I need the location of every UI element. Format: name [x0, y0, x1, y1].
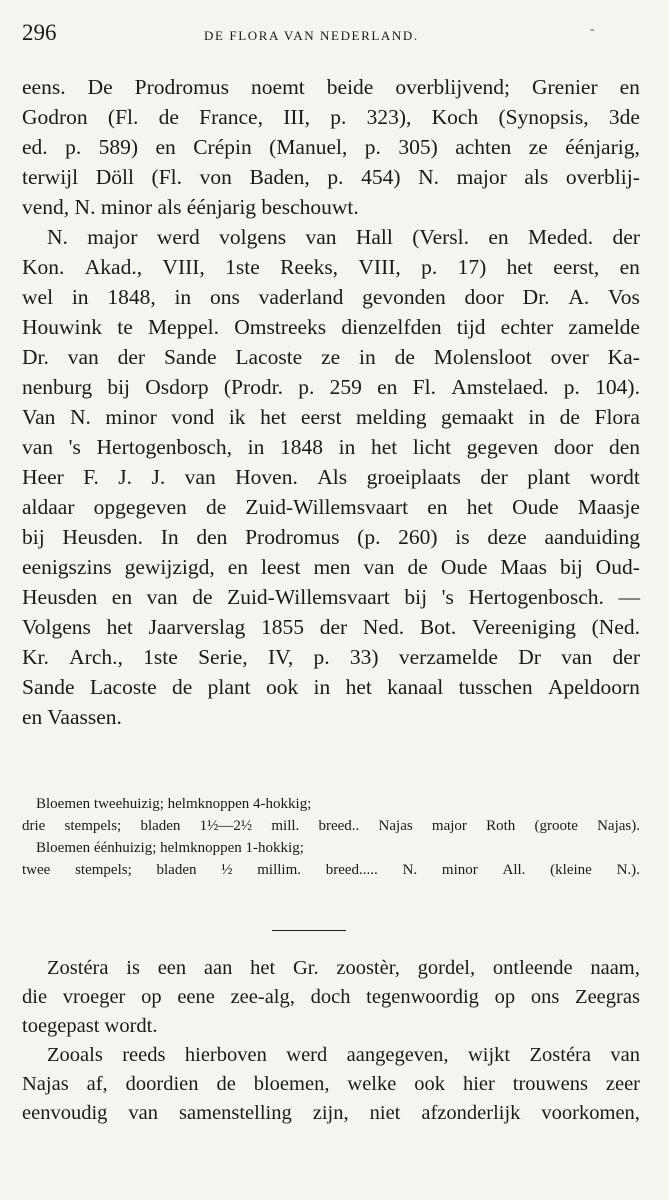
species-key — [22, 793, 640, 881]
text-line: Sande Lacoste de plant ook in het kanaal tusschen Apeldoorn — [22, 675, 640, 699]
text-line: Dr. van der Sande Lacoste ze in de Molensloot over Ka- — [22, 345, 640, 369]
key-line: Bloemen éénhuizig; helmknoppen 1-hokkig; — [36, 840, 304, 856]
key-line: drie stempels; bladen 1½—2½ mill. breed.. Najas major Roth (groote Najas). — [22, 818, 640, 834]
running-mark: - — [590, 22, 595, 37]
text-line: wel in 1848, in ons vaderland gevonden door Dr. A. Vos — [22, 285, 640, 309]
text-line: toegepast wordt. — [22, 1015, 158, 1037]
running-title: DE FLORA VAN NEDERLAND. — [204, 28, 419, 43]
text-line: eenigszins gewijzigd, en leest men van de Oude Maas bij Oud- — [22, 555, 640, 579]
key-line: twee stempels; bladen ½ millim. breed..... N. minor All. (kleine N.). — [22, 862, 640, 878]
text-line: Van N. minor vond ik het eerst melding gemaakt in de Flora — [22, 405, 640, 429]
text-line: Godron (Fl. de France, III, p. 323), Koch (Synopsis, 3de — [22, 105, 640, 129]
text-line: Zooals reeds hierboven werd aangegeven, wijkt Zostéra van — [47, 1044, 640, 1066]
page-number: 296 — [22, 20, 57, 45]
text-line: Heer F. J. J. van Hoven. Als groeiplaats der plant wordt — [22, 465, 640, 489]
text-line: Houwink te Meppel. Omstreeks dienzelfden tijd echter zamelde — [22, 315, 640, 339]
text-line: Heusden en van de Zuid-Willemsvaart bij 's Hertogenbosch. — — [22, 585, 640, 609]
text-line: vend, N. minor als éénjarig beschouwt. — [22, 195, 359, 219]
text-line: die vroeger op eene zee-alg, doch tegenwoordig op ons Zeegras — [22, 986, 640, 1008]
text-line: bij Heusden. In den Prodromus (p. 260) is deze aanduiding — [22, 525, 640, 549]
text-line: en Vaassen. — [22, 705, 122, 729]
text-line: nenburg bij Osdorp (Prodr. p. 259 en Fl. Amstelaed. p. 104). — [22, 375, 640, 399]
text-line: Zostéra is een aan het Gr. zoostèr, gordel, ontleende naam, — [47, 957, 640, 979]
text-line: eens. De Prodromus noemt beide overblijvend; Grenier en — [22, 75, 640, 99]
text-line: Najas af, doordien de bloemen, welke ook hier trouwens zeer — [22, 1073, 640, 1095]
running-head — [22, 20, 642, 48]
key-line: Bloemen tweehuizig; helmknoppen 4-hokkig; — [36, 796, 312, 812]
text-line: Kr. Arch., 1ste Serie, IV, p. 33) verzamelde Dr van der — [22, 645, 640, 669]
section-divider — [272, 930, 346, 931]
text-line: aldaar opgegeven de Zuid-Willemsvaart en het Oude Maasje — [22, 495, 640, 519]
text-line: van 's Hertogenbosch, in 1848 in het licht gegeven door den — [22, 435, 640, 459]
text-line: terwijl Döll (Fl. von Baden, p. 454) N. major als overblij- — [22, 165, 640, 189]
text-line: Kon. Akad., VIII, 1ste Reeks, VIII, p. 17) het eerst, en — [22, 255, 640, 279]
zostera-text — [22, 954, 640, 1128]
text-line: ed. p. 589) en Crépin (Manuel, p. 305) achten ze éénjarig, — [22, 135, 640, 159]
text-line: N. major werd volgens van Hall (Versl. en Meded. der — [47, 225, 640, 249]
najas-text — [22, 72, 640, 732]
text-line: Volgens het Jaarverslag 1855 der Ned. Bot. Vereeniging (Ned. — [22, 615, 640, 639]
text-line: eenvoudig van samenstelling zijn, niet afzonderlijk voorkomen, — [22, 1102, 640, 1124]
